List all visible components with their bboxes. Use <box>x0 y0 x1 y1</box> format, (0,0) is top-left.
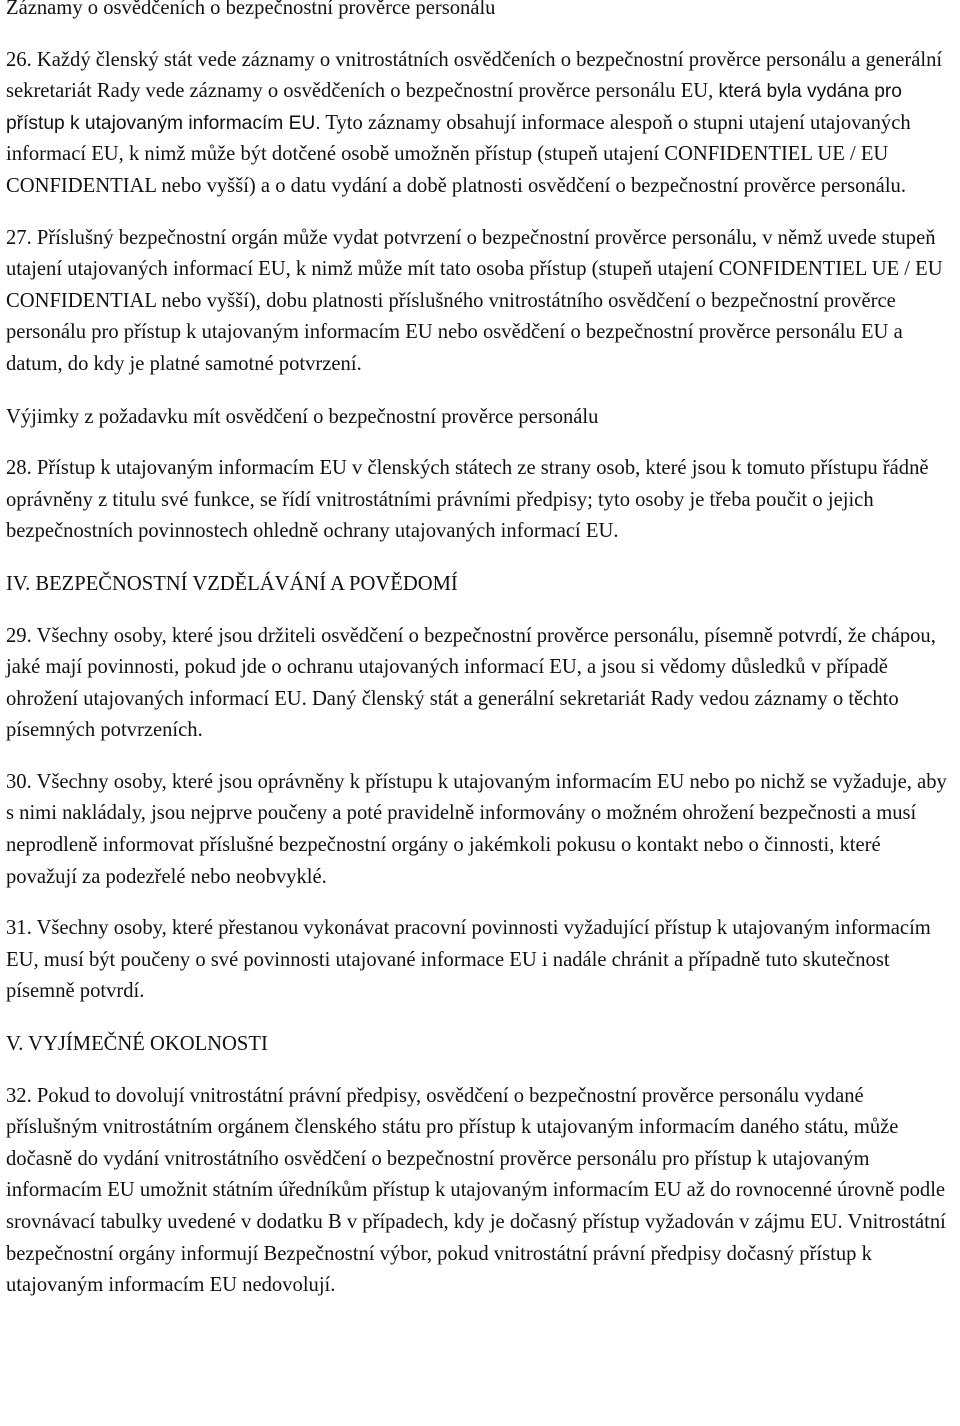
paragraph-32: 32. Pokud to dovolují vnitrostátní právní předpisy, osvědčení o bezpečnostní prověrce personálu vydané příslušným vnitrostátním orgánem členského státu pro přístup k utajovaným informacím daného státu, může dočasně do vydání vnitrostátního osvědčení o bezpečnostní prověrce personálu pro přístup k utajovaným informacím EU umožnit státním úředníkům přístup k utajovaným informacím EU až do rovnocenné úrovně podle srovnávací tabulky uvedené v dodatku B v případech, kdy je dočasný přístup vyžadován v zájmu EU. Vnitrostátní bezpečnostní orgány informují Bezpečnostní výbor, pokud vnitrostátní právní předpisy dočasný přístup k utajovaným informacím EU nedovolují. <box>6 1084 946 1297</box>
paragraph-26-part-1: 26. Každý členský stát vede záznamy o vnitrostátních osvědčeních o bezpečnostní prověrce personálu a generální sekretariát Rady vede záznamy o osvědčeních o bezpečnostní prověrce personálu EU, <box>6 48 943 103</box>
section-heading-records: Záznamy o osvědčeních o bezpečnostní prověrce personálu <box>6 0 496 19</box>
paragraph-26 <box>6 45 956 203</box>
section-heading-iv: IV. BEZPEČNOSTNÍ VZDĚLÁVÁNÍ A POVĚDOMÍ <box>6 572 458 595</box>
paragraph-29: 29. Všechny osoby, které jsou držiteli osvědčení o bezpečnostní prověrce personálu, písemně potvrdí, že chápou, jaké mají povinnosti, pokud jde o ochranu utajovaných informací EU, a jsou si vědomy důsledků v případě ohrožení utajovaných informací EU. Daný členský stát a generální sekretariát Rady vedou záznamy o těchto písemných potvrzeních. <box>6 624 936 742</box>
paragraph-30: 30. Všechny osoby, které jsou oprávněny k přístupu k utajovaným informacím EU nebo po nichž se vyžaduje, aby s nimi nakládaly, jsou nejprve poučeny a poté pravidelně informovány o možném ohrožení bezpečnosti a musí neprodleně informovat příslušné bezpečnostní orgány o jakémkoli pokusu o kontakt nebo o činnosti, které považují za podezřelé nebo neobvyklé. <box>6 770 947 888</box>
paragraph-28: 28. Přístup k utajovaným informacím EU v členských státech ze strany osob, které jsou k tomuto přístupu řádně oprávněny z titulu své funkce, se řídí vnitrostátními právními předpisy; tyto osoby je třeba poučit o jejich bezpečnostních povinnostech ohledně ochrany utajovaných informací EU. <box>6 457 929 543</box>
paragraph-31: 31. Všechny osoby, které přestanou vykonávat pracovní povinnosti vyžadující přístup k utajovaným informacím EU, musí být poučeny o své povinnosti utajované informace EU i nadále chránit a případně tuto skutečnost písemně potvrdí. <box>6 917 931 1003</box>
section-heading-exceptions: Výjimky z požadavku mít osvědčení o bezpečnostní prověrce personálu <box>6 405 599 428</box>
paragraph-26-part-2: která byla vydána pro přístup k utajovaným informacím EU. <box>6 81 902 134</box>
paragraph-27: 27. Příslušný bezpečnostní orgán může vydat potvrzení o bezpečnostní prověrce personálu, v němž uvede stupeň utajení utajovaných informací EU, k nimž může mít tato osoba přístup (stupeň utajení CONFIDENTIEL UE / EU CONFIDENTIAL nebo vyšší), dobu platnosti příslušného vnitrostátního osvědčení o bezpečnostní prověrce personálu pro přístup k utajovaným informacím EU nebo osvědčení o bezpečnostní prověrce personálu EU a datum, do kdy je platné samotné potvrzení. <box>6 226 943 375</box>
paragraph-26-part-3: Tyto záznamy obsahují informace alespoň o stupni utajení utajovaných informací EU, k nimž může být dotčené osobě umožněn přístup (stupeň utajení CONFIDENTIEL UE / EU CONFIDENTIAL nebo vyšší) a o datu vydání a době platnosti osvědčení o bezpečnostní prověrce personálu. <box>6 111 911 197</box>
section-heading-v: V. VYJÍMEČNÉ OKOLNOSTI <box>6 1033 268 1056</box>
document-body <box>6 0 956 1302</box>
